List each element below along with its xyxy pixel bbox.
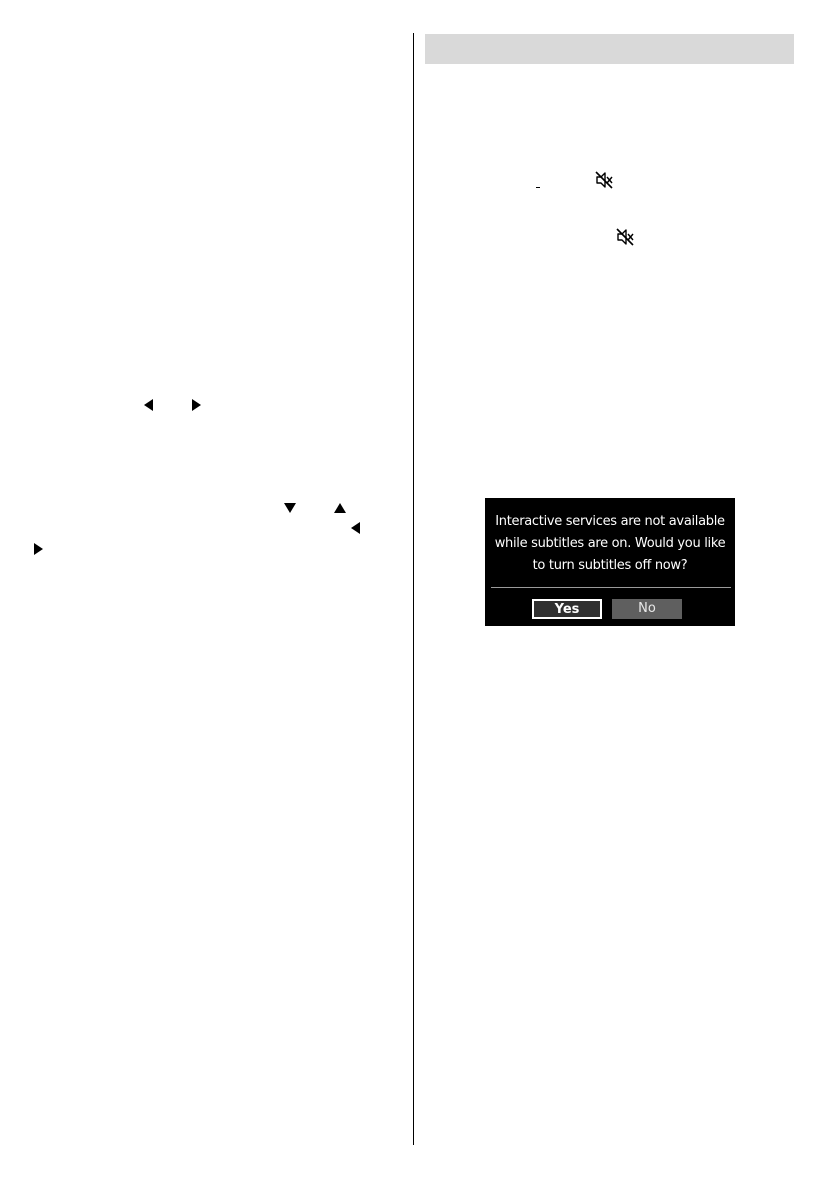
arrow-down-icon bbox=[284, 503, 296, 513]
arrow-right-icon bbox=[192, 399, 201, 411]
mute-icon bbox=[615, 227, 635, 247]
dialog-message: Interactive services are not available while subtitles are on. Would you like to turn subtitles off now? bbox=[494, 514, 726, 573]
column-divider bbox=[413, 33, 414, 1145]
arrow-left-icon bbox=[351, 522, 360, 534]
section-header-bar bbox=[425, 34, 794, 64]
dialog-divider bbox=[491, 587, 731, 588]
mute-icon bbox=[594, 170, 614, 190]
arrow-up-icon bbox=[334, 503, 346, 513]
no-button[interactable]: No bbox=[612, 599, 682, 619]
dash-mark bbox=[536, 187, 540, 188]
arrow-right-icon bbox=[34, 543, 43, 555]
subtitles-confirm-dialog bbox=[485, 498, 735, 626]
arrow-left-icon bbox=[144, 399, 153, 411]
yes-button[interactable]: Yes bbox=[532, 599, 602, 619]
